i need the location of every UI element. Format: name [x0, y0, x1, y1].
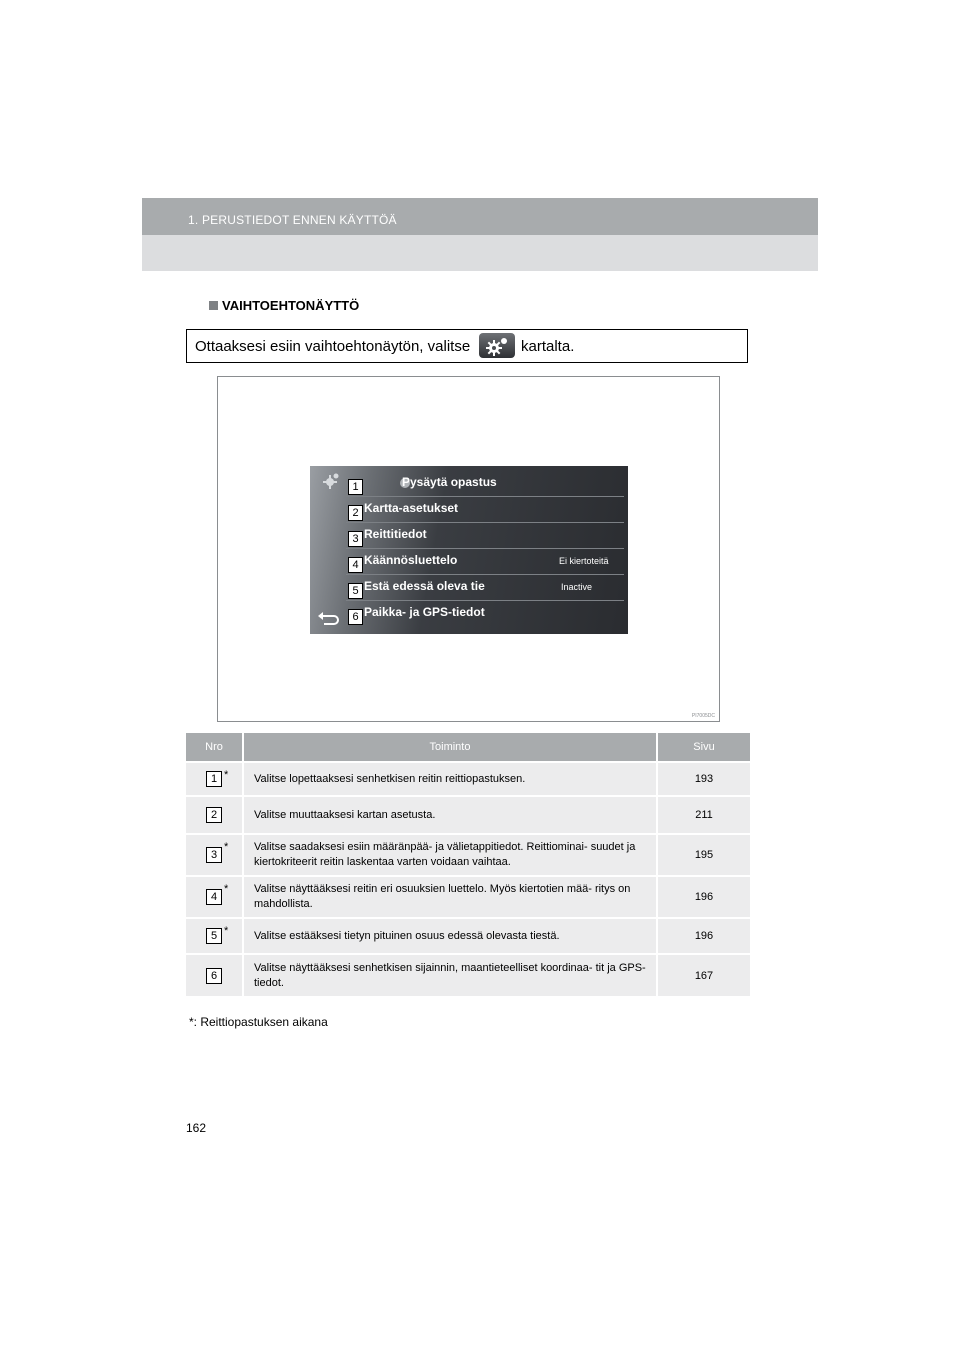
callout-number: 6 — [348, 609, 363, 625]
row-page: 196 — [657, 918, 750, 954]
chapter-header-band — [142, 235, 818, 271]
col-header-sivu: Sivu — [657, 733, 750, 762]
instruction-text-before: Ottaaksesi esiin vaihtoehtonäytön, valitse — [195, 338, 471, 355]
table-row — [186, 796, 750, 834]
gear-icon — [479, 333, 515, 358]
row-page: 195 — [657, 834, 750, 876]
row-number: 3 — [206, 847, 222, 863]
callout-number: 3 — [348, 531, 363, 547]
row-number: 5 — [206, 928, 222, 944]
function-table — [186, 733, 750, 996]
row-description: Valitse näyttääksesi reitin eri osuuksien luettelo. Myös kiertotien mää- ritys on mahdollista. — [243, 876, 657, 918]
col-header-nro: Nro — [186, 733, 243, 762]
callout-number: 1 — [348, 479, 363, 495]
table-row — [186, 918, 750, 954]
row-number: 4 — [206, 889, 222, 905]
screen-menu-label: Käännösluettelo — [364, 553, 458, 567]
screen-menu-label: Reittitiedot — [364, 527, 427, 541]
table-row — [186, 954, 750, 996]
screen-menu-value: Inactive — [561, 582, 593, 592]
row-page: 193 — [657, 762, 750, 796]
footnote: *: Reittiopastuksen aikana — [189, 1015, 328, 1029]
options-screen — [310, 466, 628, 634]
chapter-header — [142, 198, 818, 235]
row-number-cell — [186, 876, 243, 918]
col-header-toiminto: Toiminto — [243, 733, 657, 762]
screen-menu-row[interactable] — [346, 574, 624, 601]
section-heading — [209, 298, 359, 313]
row-number-cell — [186, 762, 243, 796]
row-description: Valitse saadaksesi esiin määränpää- ja välietappitiedot. Reittiominai- suudet ja kiertokriteerit reitin laskentaa varten voidaan vaihtaa. — [243, 834, 657, 876]
row-page: 211 — [657, 796, 750, 834]
row-description: Valitse näyttääksesi senhetkisen sijainnin, maantieteelliset koordinaa- tit ja GPS-tiedot. — [243, 954, 657, 996]
row-number: 6 — [206, 968, 222, 984]
row-number-cell — [186, 796, 243, 834]
screen-menu-row[interactable] — [346, 522, 624, 549]
instruction-text-after: kartalta. — [521, 338, 575, 355]
asterisk: * — [224, 883, 229, 895]
asterisk: * — [224, 769, 229, 781]
screen-menu-label: Estä edessä oleva tie — [364, 579, 485, 593]
asterisk: * — [224, 925, 229, 937]
table-header-row — [186, 733, 750, 762]
table-row — [186, 876, 750, 918]
screen-menu-label: Pysäytä opastus — [402, 475, 497, 489]
square-bullet-icon — [209, 301, 218, 310]
row-number-cell — [186, 954, 243, 996]
screen-menu-label: Kartta-asetukset — [364, 501, 459, 515]
callout-number: 4 — [348, 557, 363, 573]
page-number: 162 — [186, 1121, 207, 1135]
row-description: Valitse estääksesi tietyn pituinen osuus edessä olevasta tiestä. — [243, 918, 657, 954]
row-page: 196 — [657, 876, 750, 918]
asterisk: * — [224, 841, 229, 853]
screen-menu-row[interactable] — [346, 548, 624, 575]
screen-gear-icon — [322, 472, 340, 490]
row-number: 2 — [206, 807, 222, 823]
row-description: Valitse muuttaaksesi kartan asetusta. — [243, 796, 657, 834]
screen-menu-label: Paikka- ja GPS-tiedot — [364, 605, 485, 619]
screen-menu-row[interactable] — [346, 496, 624, 523]
chapter-title: 1. PERUSTIEDOT ENNEN KÄYTTÖÄ — [188, 213, 397, 227]
callout-number: 2 — [348, 505, 363, 521]
row-number-cell — [186, 918, 243, 954]
row-number-cell — [186, 834, 243, 876]
callout-number: 5 — [348, 583, 363, 599]
screen-illustration — [217, 376, 720, 722]
screen-menu-row[interactable] — [346, 600, 624, 626]
row-page: 167 — [657, 954, 750, 996]
screen-menu-value: Ei kiertoteitä — [559, 556, 609, 566]
illustration-code: PI7005DC — [691, 713, 715, 719]
table-row — [186, 762, 750, 796]
back-arrow-icon — [316, 612, 342, 626]
table-row — [186, 834, 750, 876]
row-description: Valitse lopettaaksesi senhetkisen reitin reittiopastuksen. — [243, 762, 657, 796]
instruction-box — [186, 329, 748, 363]
row-number: 1 — [206, 771, 222, 787]
screen-menu-row[interactable] — [346, 470, 624, 497]
section-title: VAIHTOEHTONÄYTTÖ — [222, 298, 360, 313]
